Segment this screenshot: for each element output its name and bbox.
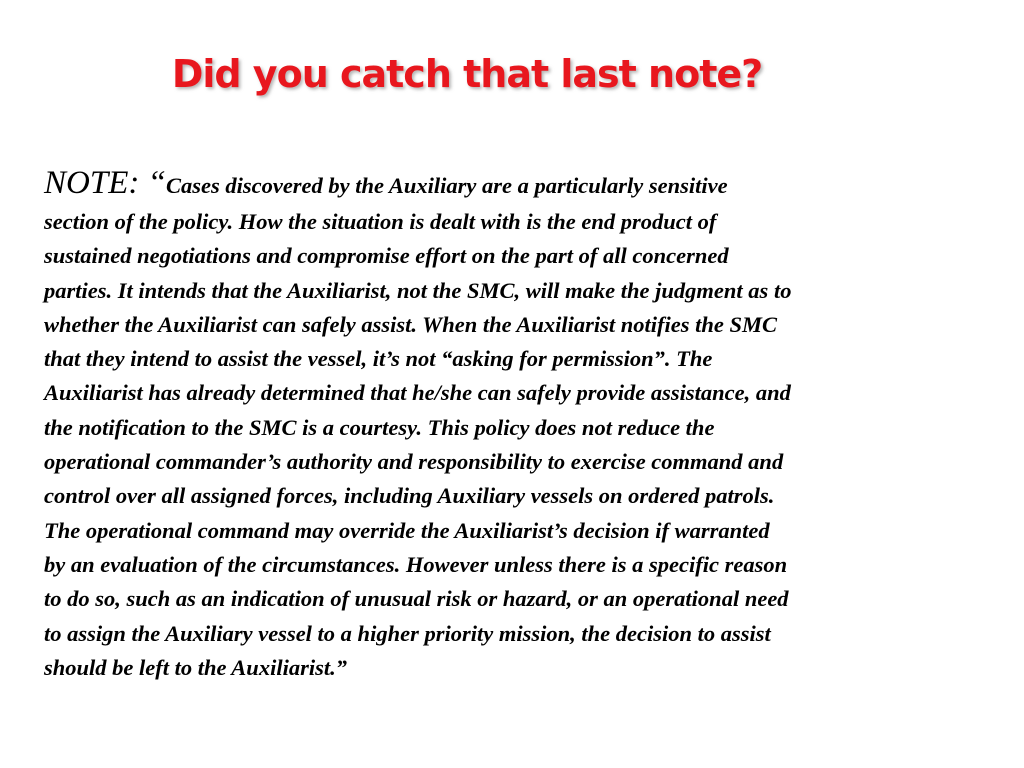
note-line: The operational command may override the Auxiliarist’s decision if warranted <box>44 517 770 543</box>
note-line-text: Cases discovered by the Auxiliary are a particularly sensitive <box>165 173 728 198</box>
note-line: that they intend to assist the vessel, it’s not “asking for permission”. The <box>44 346 713 372</box>
note-line: whether the Auxiliarist can safely assist. When the Auxiliarist notifies the SMC <box>44 311 778 337</box>
note-line: sustained negotiations and compromise effort on the part of all concerned <box>44 243 729 269</box>
note-line <box>44 164 994 205</box>
note-line: by an evaluation of the circumstances. However unless there is a specific reason <box>44 551 788 577</box>
note-lead: NOTE: “ <box>44 165 166 201</box>
note-line: section of the policy. How the situation is dealt with is the end product of <box>44 209 717 234</box>
note-line: Auxiliarist has already determined that he/she can safely provide assistance, and <box>44 380 791 406</box>
note-line: the notification to the SMC is a courtesy. This policy does not reduce the <box>44 414 715 440</box>
note-text-block <box>44 164 994 685</box>
note-line: should be left to the Auxiliarist.” <box>44 654 347 680</box>
note-line: operational commander’s authority and responsibility to exercise command and <box>44 449 784 475</box>
note-line: to assign the Auxiliary vessel to a higher priority mission, the decision to assist <box>44 620 771 646</box>
note-line: to do so, such as an indication of unusual risk or hazard, or an operational need <box>44 586 789 612</box>
note-line: parties. It intends that the Auxiliarist, not the SMC, will make the judgment as to <box>44 277 792 303</box>
slide-title: Did you catch that last note? <box>171 52 763 96</box>
note-line: control over all assigned forces, including Auxiliary vessels on ordered patrols. <box>44 483 775 509</box>
